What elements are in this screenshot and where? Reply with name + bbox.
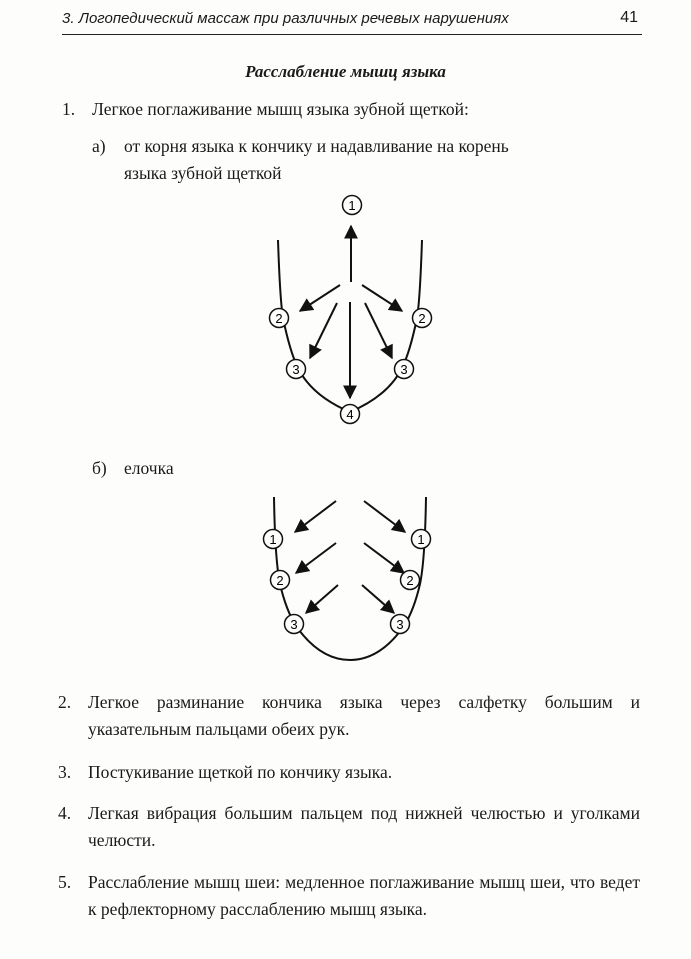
running-header	[62, 8, 642, 35]
marker-2-left	[271, 571, 290, 590]
marker-1-right	[412, 530, 431, 549]
item-number: 5.	[58, 872, 72, 892]
subitem-a	[92, 133, 652, 187]
marker-3-right	[391, 615, 410, 634]
svg-text:1: 1	[417, 532, 425, 547]
running-title: 3. Логопедический массаж при различных речевых нарушениях	[62, 10, 509, 27]
subitem-label: б)	[92, 458, 107, 478]
svg-text:1: 1	[348, 198, 356, 213]
item-number: 3.	[58, 762, 72, 782]
section-title: Расслабление мышц языка	[245, 62, 446, 81]
item-number: 4.	[58, 803, 72, 823]
svg-text:3: 3	[400, 362, 408, 377]
marker-3-right	[395, 360, 414, 379]
list-item-2	[58, 689, 640, 743]
list-item-3	[58, 759, 640, 786]
list-item-1	[62, 96, 652, 123]
subitem-text-line1: от корня языка к кончику и надавливание на корень	[124, 136, 509, 156]
svg-text:2: 2	[406, 573, 414, 588]
marker-3-left	[287, 360, 306, 379]
marker-1-left	[264, 530, 283, 549]
marker-2-right	[401, 571, 420, 590]
marker-2-left	[270, 309, 289, 328]
svg-text:4: 4	[346, 407, 354, 422]
marker-3-left	[285, 615, 304, 634]
svg-text:1: 1	[269, 532, 277, 547]
svg-text:3: 3	[292, 362, 300, 377]
item-text: Легкое разминание кончика языка через салфетку большим и указательным пальцами обеих рук.	[88, 692, 640, 739]
subitem-text: елочка	[124, 458, 174, 478]
list-item-4	[58, 800, 640, 854]
item-text: Расслабление мышц шеи: медленное поглаживание мышц шеи, что ведет к рефлекторному расслаблению мышц языка.	[88, 872, 640, 919]
subitem-text-line2: языка зубной щеткой	[124, 163, 282, 183]
item-text: Легкое поглаживание мышц языка зубной щеткой:	[92, 99, 469, 119]
svg-text:2: 2	[276, 573, 284, 588]
subitem-b	[92, 455, 392, 482]
subitem-label: а)	[92, 136, 106, 156]
item-text: Постукивание щеткой по кончику языка.	[88, 762, 393, 782]
page-number: 41	[620, 9, 638, 26]
item-number: 1.	[62, 99, 76, 119]
svg-text:3: 3	[290, 617, 298, 632]
svg-text:2: 2	[418, 311, 426, 326]
item-text: Легкая вибрация большим пальцем под нижней челюстью и уголками челюсти.	[88, 803, 640, 850]
item-number: 2.	[58, 692, 72, 712]
list-item-5	[58, 869, 640, 950]
marker-2-right	[413, 309, 432, 328]
marker-1	[343, 196, 362, 215]
tongue-diagram-b	[0, 485, 691, 685]
marker-4	[341, 405, 360, 424]
svg-text:3: 3	[396, 617, 404, 632]
svg-text:2: 2	[275, 311, 283, 326]
